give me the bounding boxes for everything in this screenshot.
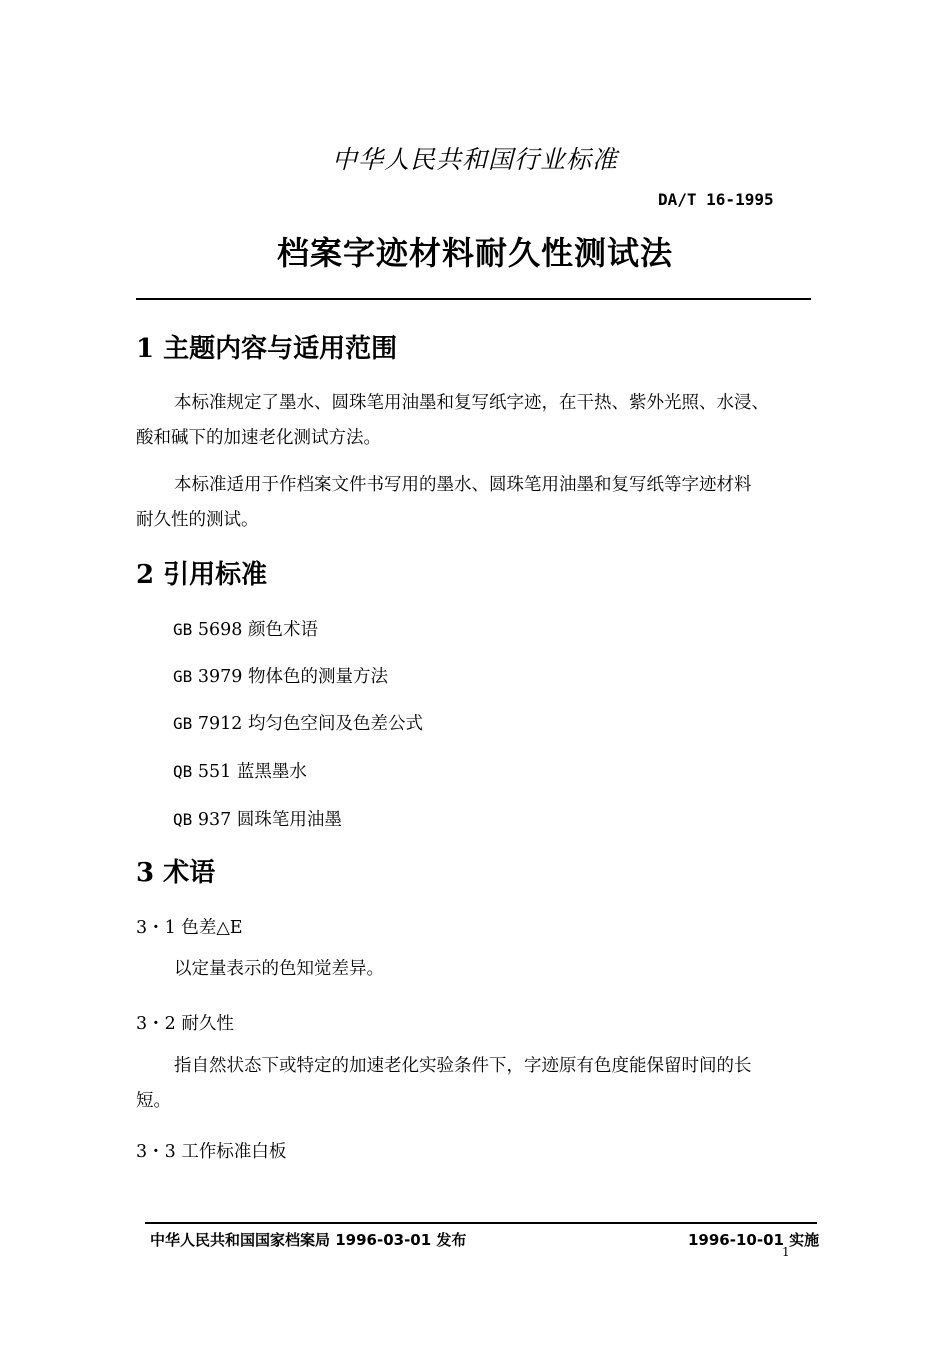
reference-item [173,758,307,783]
paragraph-line: 短。 [136,1091,171,1111]
issue-statement: 中华人民共和国国家档案局 1996-03-01 发布 [150,1231,467,1249]
reference-name: 均匀色空间及色差公式 [247,714,423,734]
reference-item [173,663,388,688]
reference-prefix: QB [173,810,193,829]
paragraph-line: 本标准适用于作档案文件书写用的墨水、圆珠笔用油墨和复写纸等字迹材料 [174,475,752,495]
term-3-3-label: 3・3 工作标准白板 [136,1142,287,1162]
reference-number: 937 [197,810,232,830]
section-2-heading: 2 引用标准 [136,560,268,590]
footer-divider [145,1222,817,1224]
header-divider [136,298,811,300]
paragraph-line: 酸和碱下的加速老化测试方法。 [136,428,381,448]
effective-statement: 1996-10-01 实施 [688,1231,820,1249]
section-3-heading: 3 术语 [136,858,216,888]
paragraph-line: 指自然状态下或特定的加速老化实验条件下，字迹原有色度能保留时间的长 [174,1056,752,1076]
section-1-paragraph-2 [136,468,816,538]
term-3-1-definition [136,952,816,987]
reference-name: 颜色术语 [247,620,318,640]
reference-number: 5698 [197,620,243,640]
paragraph-line: 以定量表示的色知觉差异。 [174,959,384,979]
reference-number: 7912 [197,714,243,734]
reference-prefix: QB [173,762,193,781]
reference-name: 蓝黑墨水 [236,762,307,782]
term-3-1-label: 3・1 色差△E [136,918,243,938]
paragraph-line: 本标准规定了墨水、圆珠笔用油墨和复写纸字迹，在干热、紫外光照、水浸、 [174,393,769,413]
reference-prefix: GB [173,667,193,686]
term-3-2-label: 3・2 耐久性 [136,1014,234,1034]
reference-item [173,710,423,735]
reference-number: 3979 [197,667,243,687]
term-3-2-definition [136,1049,816,1119]
reference-item [173,616,318,641]
standard-code: DA/T 16-1995 [658,190,774,209]
reference-number: 551 [197,762,232,782]
reference-name: 物体色的测量方法 [247,667,388,687]
standard-category-title: 中华人民共和国行业标准 [331,145,618,174]
document-title: 档案字迹材料耐久性测试法 [276,234,673,272]
section-1-heading: 1 主题内容与适用范围 [136,334,398,364]
section-1-paragraph-1 [136,386,816,456]
paragraph-line: 耐久性的测试。 [136,510,259,530]
page-number: 1 [782,1245,790,1259]
reference-prefix: GB [173,620,193,639]
reference-item [173,806,342,831]
reference-name: 圆珠笔用油墨 [236,810,342,830]
reference-prefix: GB [173,714,193,733]
